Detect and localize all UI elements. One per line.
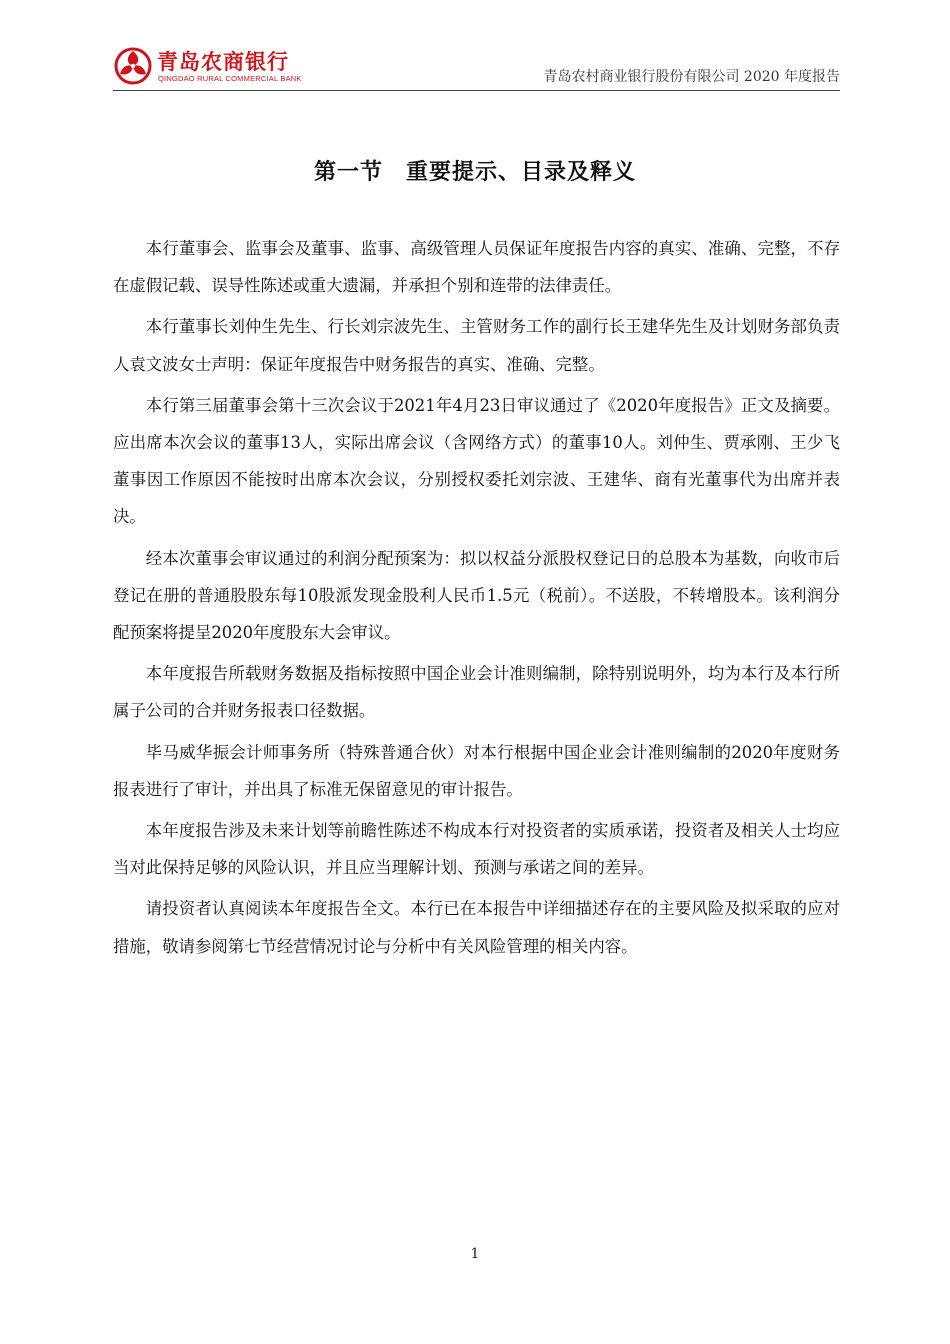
page-header [113, 44, 840, 92]
paragraph-financial-statement-declaration: 本行董事长刘仲生先生、行长刘宗波先生、主管财务工作的副行长王建华先生及计划财务部负责人袁文波女士声明：保证年度报告中财务报告的真实、准确、完整。 [113, 317, 840, 374]
paragraph-accounting-standards: 本年度报告所载财务数据及指标按照中国企业会计准则编制，除特别说明外，均为本行及本行所属子公司的合并财务报表口径数据。 [113, 664, 840, 721]
bank-logo-icon [113, 46, 153, 86]
paragraph-forward-looking-statements: 本年度报告涉及未来计划等前瞻性陈述不构成本行对投资者的实质承诺，投资者及相关人士均应当对此保持足够的风险认识，并且应当理解计划、预测与承诺之间的差异。 [113, 821, 840, 878]
section-title: 第一节 重要提示、目录及释义 [313, 159, 636, 185]
bank-logo-english-name: QINGDAO RURAL COMMERCIAL BANK [158, 74, 302, 83]
paragraph-profit-distribution: 经本次董事会审议通过的利润分配预案为：拟以权益分派股权登记日的总股本为基数，向收市后登记在册的普通股股东每10股派发现金股利人民币1.5元（税前）。不送股，不转增股本。该利润分配预案将提呈2020年度股东大会审议。 [113, 548, 840, 643]
bank-logo-chinese-name: 青岛农商银行 [157, 50, 289, 74]
document-body [113, 230, 840, 969]
paragraph-responsibility-statement: 本行董事会、监事会及董事、监事、高级管理人员保证年度报告内容的真实、准确、完整，不存在虚假记载、误导性陈述或重大遗漏，并承担个别和连带的法律责任。 [113, 239, 840, 296]
paragraph-audit-report: 毕马威华振会计师事务所（特殊普通合伙）对本行根据中国企业会计准则编制的2020年度财务报表进行了审计，并出具了标准无保留意见的审计报告。 [113, 742, 840, 799]
page-number: 1 [470, 1246, 480, 1262]
bank-logo [113, 44, 373, 88]
header-divider [113, 90, 840, 91]
paragraph-board-meeting: 本行第三届董事会第十三次会议于2021年4月23日审议通过了《2020年度报告》正文及摘要。应出席本次会议的董事13人，实际出席会议（含网络方式）的董事10人。刘仲生、贾承刚、王少飞董事因工作原因不能按时出席本次会议，分别授权委托刘宗波、王建华、商有光董事代为出席并表决。 [113, 395, 840, 527]
report-title: 青岛农村商业银行股份有限公司 2020 年度报告 [543, 69, 840, 85]
paragraph-risk-notice: 请投资者认真阅读本年度报告全文。本行已在本报告中详细描述存在的主要风险及拟采取的应对措施，敬请参阅第七节经营情况讨论与分析中有关风险管理的相关内容。 [113, 899, 840, 956]
